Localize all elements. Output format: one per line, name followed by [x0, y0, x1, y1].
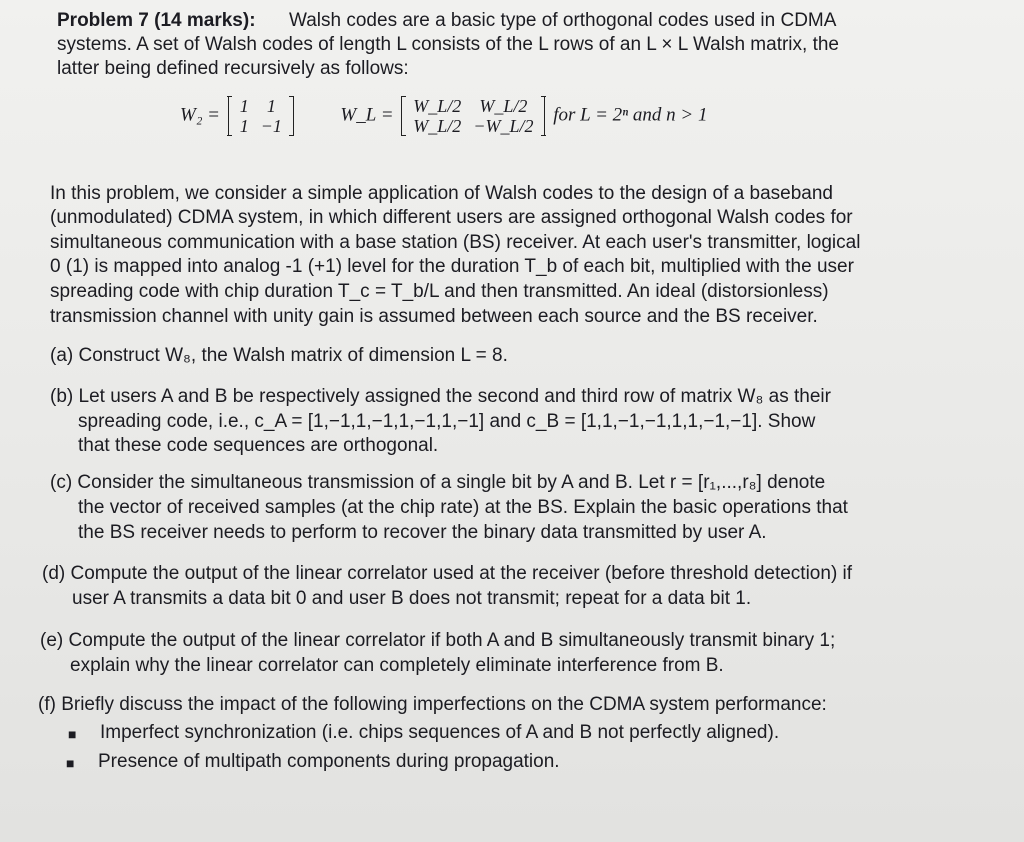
part-e-line: (e) Compute the output of the linear correlator if both A and B simultaneously transmit binary 1;: [40, 630, 836, 651]
matrix-cell: W_L/2: [479, 96, 528, 116]
part-b-line: spreading code, i.e., c_A = [1,−1,1,−1,1,−1,1,−1] and c_B = [1,1,−1,−1,1,1,−1,−1]. Show: [78, 411, 816, 432]
matrix-cell: W_L/2: [413, 116, 462, 136]
part-c-line: (c) Consider the simultaneous transmission of a single bit by A and B. Let r = [r₁,...,r₈] denote: [50, 472, 826, 493]
part-b-line: that these code sequences are orthogonal.: [78, 435, 439, 456]
part-c-line: the BS receiver needs to perform to recover the binary data transmitted by user A.: [78, 522, 767, 543]
body-line: 0 (1) is mapped into analog -1 (+1) level for the duration T_b of each bit, multiplied with the user: [50, 256, 854, 277]
bullet-item: Presence of multipath components during propagation.: [98, 751, 560, 772]
wl-matrix: [401, 96, 545, 136]
intro-line: systems. A set of Walsh codes of length L consists of the L rows of an L × L Walsh matrix, the: [57, 34, 839, 55]
problem-title: Problem 7 (14 marks):: [57, 10, 256, 31]
part-d-line: (d) Compute the output of the linear correlator used at the receiver (before threshold detection) if: [42, 563, 853, 584]
body-line: In this problem, we consider a simple application of Walsh codes to the design of a baseband: [50, 183, 833, 204]
equation-condition: for L = 2ⁿ and n > 1: [553, 104, 708, 126]
part-e-line: explain why the linear correlator can completely eliminate interference from B.: [70, 655, 724, 676]
part-d-line: user A transmits a data bit 0 and user B does not transmit; repeat for a data bit 1.: [72, 588, 752, 609]
wl-label: W_L =: [340, 104, 394, 126]
w2-matrix: [228, 96, 294, 136]
part-c-line: the vector of received samples (at the chip rate) at the BS. Explain the basic operations that: [78, 497, 848, 518]
matrix-cell: 1: [239, 96, 249, 116]
bullet-icon: ■: [68, 726, 77, 742]
body-line: transmission channel with unity gain is assumed between each source and the BS receiver.: [50, 306, 818, 327]
matrix-cell: 1: [266, 96, 276, 116]
bullet-icon: ■: [66, 755, 75, 771]
part-a: (a) Construct W₈, the Walsh matrix of dimension L = 8.: [50, 345, 508, 366]
intro-line: Walsh codes are a basic type of orthogonal codes used in CDMA: [289, 10, 837, 31]
intro-line: latter being defined recursively as follows:: [57, 58, 409, 79]
body-line: spreading code with chip duration T_c = T_b/L and then transmitted. An ideal (distorsionless): [50, 281, 829, 302]
part-f-line: (f) Briefly discuss the impact of the following imperfections on the CDMA system performance:: [38, 694, 827, 715]
body-line: (unmodulated) CDMA system, in which different users are assigned orthogonal Walsh codes for: [50, 207, 853, 228]
matrix-cell: 1: [239, 116, 249, 136]
matrix-cell: −1: [260, 116, 282, 136]
body-line: simultaneous communication with a base station (BS) receiver. At each user's transmitter, logical: [50, 232, 861, 253]
matrix-cell: −W_L/2: [473, 116, 534, 136]
matrix-cell: W_L/2: [413, 96, 462, 116]
walsh-equation: [180, 96, 708, 136]
w2-label: W₂ =: [180, 104, 221, 126]
bullet-item: Imperfect synchronization (i.e. chips sequences of A and B not perfectly aligned).: [100, 722, 780, 743]
part-b-line: (b) Let users A and B be respectively assigned the second and third row of matrix W₈ as their: [50, 386, 831, 407]
